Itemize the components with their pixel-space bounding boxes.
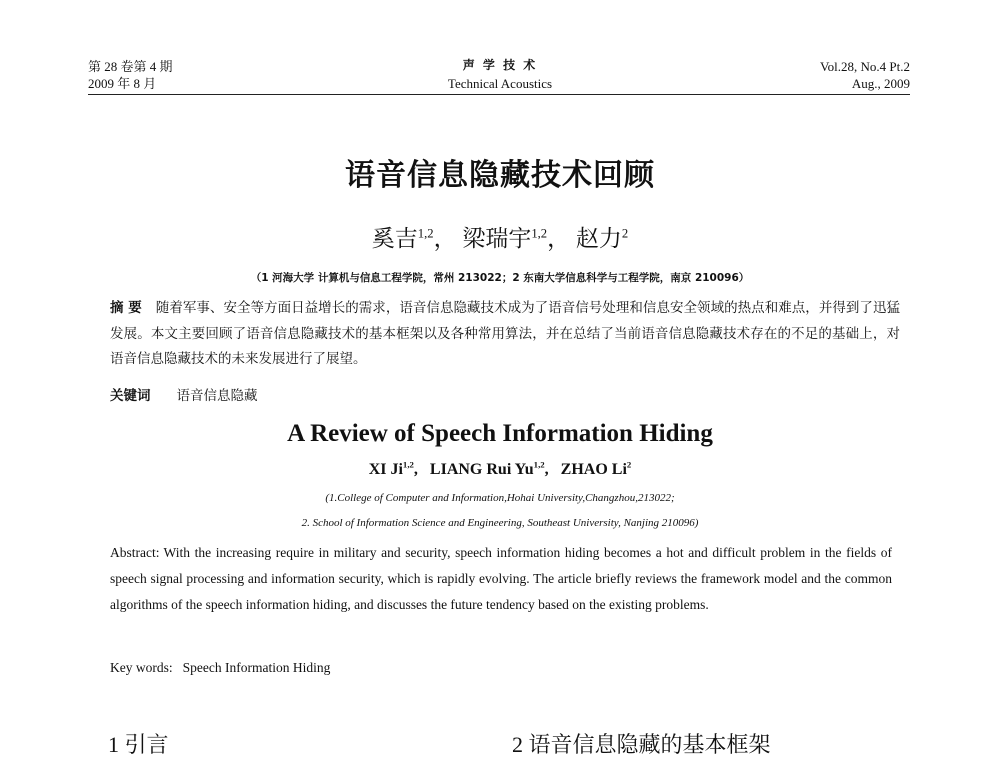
journal-name-cn: 声 学 技 术 [462,58,538,72]
abstract-label-cn: 摘 要 [110,300,142,316]
author-cn: 赵力$^2$ [575,226,629,251]
abstract-en [110,540,892,618]
journal-date-cn: 2009 年 8 月 [88,76,157,91]
author-en: ZHAO Li$^2$ [560,460,632,479]
keywords-label-en: Key words: [110,660,173,675]
author-cn: 梁瑞宇$^{1,2}$， [462,226,571,251]
journal-name-en: Technical Acoustics [447,76,553,91]
section-heading-framework: 2 语音信息隐藏的基本框架 [512,732,771,757]
affiliation-cn: （1 河海大学 计算机与信息工程学院，常州 213022；2 东南大学信息科学与工程学院，南京 210096） [250,272,750,284]
author-cn: 奚吉$^{1,2}$， [371,226,457,251]
journal-date-en: Aug., 2009 [851,76,910,91]
authors-cn [0,220,1000,253]
abstract-text-en: With the increasing require in military and security, speech information hiding becomes a hot and difficult problem in the fields of speech signal processing and information security, which is rapidly evolving. The article briefly reviews the framework model and the common algorithms of the speech information hiding, and discusses the future tendency based on the existing problems. [110,545,892,612]
keywords-en [110,660,330,676]
affiliation-en-line2: 2. School of Information Science and Engineering, Southeast University, Nanjing 210096) [301,517,699,529]
author-en: XI Ji$^{1,2}$, [368,460,426,479]
abstract-label-en: Abstract: [110,545,160,560]
keywords-text-en: Speech Information Hiding [182,660,331,675]
authors-en [0,460,1000,479]
header-rule [88,94,910,95]
section-heading-introduction: 1 引言 [108,732,169,757]
keywords-label-cn: 关键词 [110,388,151,404]
abstract-cn [110,295,900,371]
abstract-text-cn: 随着军事、安全等方面日益增长的需求，语音信息隐藏技术成为了语音信号处理和信息安全领域的热点和难点，并得到了迅猛发展。本文主要回顾了语音信息隐藏技术的基本框架以及各种常用算法，并在总结了当前语音信息隐藏技术存在的不足的基础上，对语音信息隐藏技术的未来发展进行了展望。 [110,300,900,366]
paper-title-cn: 语音信息隐藏技术回顾 [345,158,655,193]
journal-volume-en: Vol.28, No.4 Pt.2 [819,59,910,74]
keywords-text-cn: 语音信息隐藏 [176,388,258,403]
keywords-cn [110,384,258,404]
journal-volume-cn: 第 28 卷第 4 期 [88,59,173,74]
author-en: LIANG Rui Yu$^{1,2}$, [429,460,557,479]
paper-title-en: A Review of Speech Information Hiding [287,420,713,447]
affiliation-en-line1: (1.College of Computer and Information,Hohai University,Changzhou,213022; [325,492,675,504]
